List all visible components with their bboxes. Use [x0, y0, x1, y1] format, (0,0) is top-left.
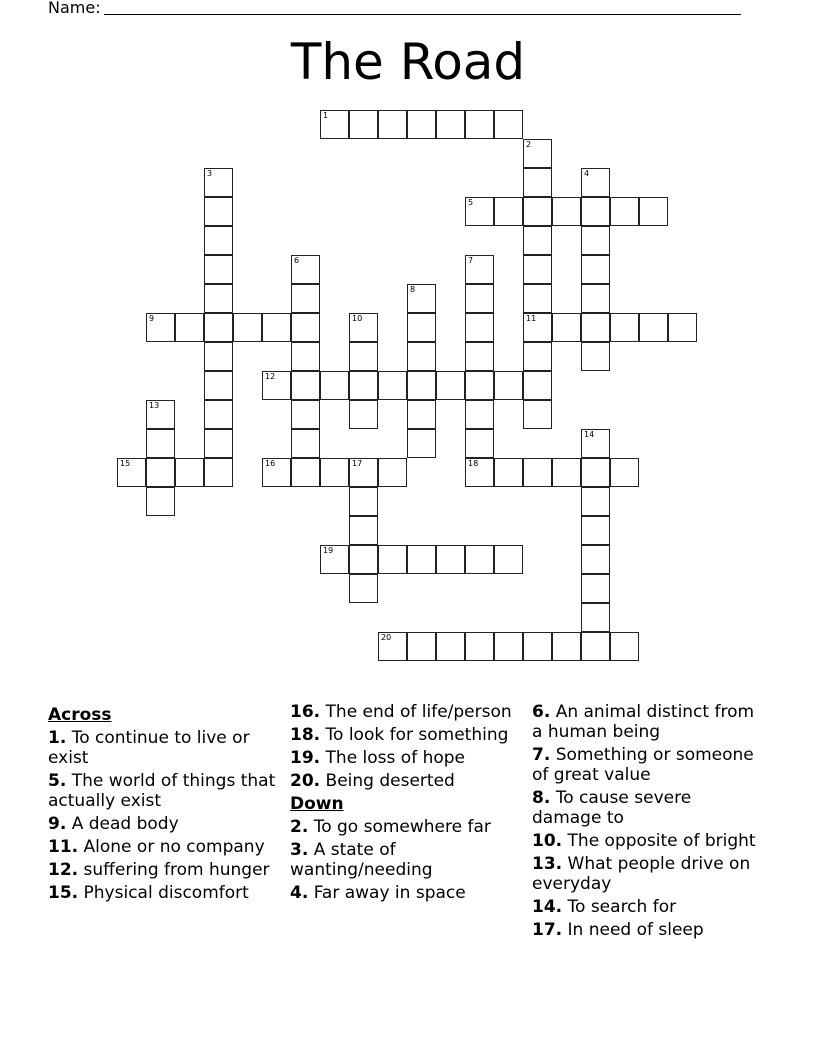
- crossword-cell[interactable]: [465, 197, 494, 226]
- clue-number: 11.: [48, 837, 79, 857]
- cell-number: 20: [381, 633, 392, 642]
- crossword-cell[interactable]: [581, 168, 610, 197]
- crossword-cell[interactable]: [349, 371, 378, 400]
- clue-number: 16.: [290, 702, 321, 722]
- page-title: The Road: [290, 33, 526, 91]
- crossword-cell[interactable]: [407, 400, 436, 429]
- clue-down-17: [532, 920, 762, 940]
- crossword-cell[interactable]: [407, 632, 436, 661]
- crossword-cell[interactable]: [610, 197, 639, 226]
- cell-number: 5: [468, 198, 474, 207]
- crossword-cell[interactable]: [146, 458, 175, 487]
- clue-text: The end of life/person: [320, 702, 512, 722]
- crossword-cell[interactable]: [320, 458, 349, 487]
- crossword-cell[interactable]: [146, 429, 175, 458]
- clue-across-18: [290, 725, 520, 745]
- clue-number: 15.: [48, 883, 79, 903]
- cell-number: 15: [120, 459, 131, 468]
- clue-number: 14.: [532, 897, 563, 917]
- clue-text: suffering from hunger: [78, 860, 270, 880]
- crossword-cell[interactable]: [494, 545, 523, 574]
- crossword-cell[interactable]: [349, 342, 378, 371]
- crossword-cell[interactable]: [581, 226, 610, 255]
- crossword-cell[interactable]: [610, 632, 639, 661]
- crossword-cell[interactable]: [523, 458, 552, 487]
- crossword-cell[interactable]: [494, 110, 523, 139]
- crossword-cell[interactable]: [581, 603, 610, 632]
- crossword-cell[interactable]: [291, 284, 320, 313]
- cell-number: 16: [265, 459, 276, 468]
- crossword-cell[interactable]: [175, 313, 204, 342]
- crossword-cell[interactable]: [523, 371, 552, 400]
- clue-text: The world of things that actually exist: [48, 771, 276, 811]
- crossword-cell[interactable]: [465, 255, 494, 284]
- cell-number: 9: [149, 314, 155, 323]
- crossword-cell[interactable]: [407, 429, 436, 458]
- crossword-cell[interactable]: [291, 371, 320, 400]
- crossword-cell[interactable]: [581, 429, 610, 458]
- cell-number: 13: [149, 401, 160, 410]
- crossword-cell[interactable]: [349, 487, 378, 516]
- crossword-cell[interactable]: [320, 110, 349, 139]
- cell-number: 18: [468, 459, 479, 468]
- crossword-cell[interactable]: [668, 313, 697, 342]
- clue-number: 8.: [532, 788, 551, 808]
- crossword-cell[interactable]: [378, 110, 407, 139]
- crossword-cell[interactable]: [436, 632, 465, 661]
- crossword-cell[interactable]: [465, 458, 494, 487]
- cell-number: 4: [584, 169, 590, 178]
- crossword-cell[interactable]: [465, 371, 494, 400]
- clue-text: To look for something: [320, 725, 509, 745]
- crossword-cell[interactable]: [291, 255, 320, 284]
- crossword-cell[interactable]: [378, 632, 407, 661]
- crossword-cell[interactable]: [552, 632, 581, 661]
- crossword-cell[interactable]: [349, 458, 378, 487]
- crossword-cell[interactable]: [523, 255, 552, 284]
- crossword-cell[interactable]: [523, 284, 552, 313]
- clue-text: Being deserted: [320, 771, 455, 791]
- crossword-cell[interactable]: [494, 197, 523, 226]
- crossword-cell[interactable]: [581, 342, 610, 371]
- crossword-cell[interactable]: [523, 168, 552, 197]
- crossword-cell[interactable]: [465, 632, 494, 661]
- clue-number: 3.: [290, 840, 309, 860]
- crossword-cell[interactable]: [233, 313, 262, 342]
- clue-text: An animal distinct from a human being: [532, 702, 755, 742]
- cell-number: 2: [526, 140, 532, 149]
- crossword-cell[interactable]: [494, 371, 523, 400]
- crossword-cell[interactable]: [494, 458, 523, 487]
- crossword-cell[interactable]: [146, 487, 175, 516]
- clue-text: Something or someone of great value: [532, 745, 754, 785]
- clue-number: 6.: [532, 702, 551, 722]
- crossword-cell[interactable]: [407, 371, 436, 400]
- crossword-cell[interactable]: [523, 342, 552, 371]
- clue-down-13: [532, 854, 762, 894]
- clue-text: Alone or no company: [78, 837, 265, 857]
- crossword-cell[interactable]: [494, 632, 523, 661]
- crossword-cell[interactable]: [407, 545, 436, 574]
- crossword-cell[interactable]: [581, 516, 610, 545]
- crossword-cell[interactable]: [436, 371, 465, 400]
- clue-across-12: [48, 860, 278, 880]
- clue-text: To cause severe damage to: [532, 788, 692, 828]
- crossword-cell[interactable]: [552, 458, 581, 487]
- clue-down-4: [290, 883, 520, 903]
- crossword-cell[interactable]: [291, 429, 320, 458]
- clue-down-7: [532, 745, 762, 785]
- clue-down-2: [290, 817, 520, 837]
- cell-number: 11: [526, 314, 537, 323]
- crossword-cell[interactable]: [262, 371, 291, 400]
- crossword-cell[interactable]: [523, 226, 552, 255]
- crossword-cell[interactable]: [204, 168, 233, 197]
- crossword-cell[interactable]: [349, 574, 378, 603]
- cell-number: 12: [265, 372, 276, 381]
- cell-number: 14: [584, 430, 595, 439]
- clue-across-9: [48, 814, 278, 834]
- crossword-cell[interactable]: [117, 458, 146, 487]
- clue-text: A dead body: [66, 814, 179, 834]
- clue-across-16: [290, 702, 520, 722]
- clue-text: In need of sleep: [562, 920, 704, 940]
- clue-text: Physical discomfort: [78, 883, 249, 903]
- clue-number: 9.: [48, 814, 67, 834]
- clue-number: 10.: [532, 831, 563, 851]
- cell-number: 8: [410, 285, 416, 294]
- crossword-cell[interactable]: [204, 371, 233, 400]
- crossword-cell[interactable]: [378, 458, 407, 487]
- clue-across-19: [290, 748, 520, 768]
- cell-number: 3: [207, 169, 213, 178]
- crossword-cell[interactable]: [378, 545, 407, 574]
- clue-number: 5.: [48, 771, 67, 791]
- crossword-cell[interactable]: [610, 313, 639, 342]
- clue-across-1: [48, 728, 278, 768]
- crossword-cell[interactable]: [465, 284, 494, 313]
- crossword-cell[interactable]: [581, 197, 610, 226]
- crossword-cell[interactable]: [320, 371, 349, 400]
- crossword-cell[interactable]: [465, 342, 494, 371]
- cell-number: 10: [352, 314, 363, 323]
- clues-column-1: [48, 702, 278, 903]
- crossword-cell[interactable]: [436, 545, 465, 574]
- crossword-cell[interactable]: [349, 516, 378, 545]
- clue-across-11: [48, 837, 278, 857]
- clue-number: 7.: [532, 745, 551, 765]
- crossword-cell[interactable]: [523, 313, 552, 342]
- down-heading: Down: [290, 794, 344, 814]
- crossword-cell[interactable]: [465, 429, 494, 458]
- clue-down-3: [290, 840, 520, 880]
- name-label: Name:: [48, 0, 101, 17]
- clue-across-20: [290, 771, 520, 791]
- clue-number: 1.: [48, 728, 67, 748]
- crossword-cell[interactable]: [378, 371, 407, 400]
- crossword-cell[interactable]: [204, 342, 233, 371]
- crossword-cell[interactable]: [581, 574, 610, 603]
- crossword-cell[interactable]: [349, 400, 378, 429]
- crossword-cell[interactable]: [523, 632, 552, 661]
- crossword-cell[interactable]: [407, 342, 436, 371]
- crossword-cell[interactable]: [349, 313, 378, 342]
- crossword-cell[interactable]: [581, 632, 610, 661]
- crossword-cell[interactable]: [581, 487, 610, 516]
- crossword-cell[interactable]: [552, 313, 581, 342]
- crossword-cell[interactable]: [407, 110, 436, 139]
- crossword-cell[interactable]: [204, 197, 233, 226]
- crossword-cell[interactable]: [175, 458, 204, 487]
- across-heading: Across: [48, 705, 112, 725]
- crossword-cell[interactable]: [523, 400, 552, 429]
- crossword-cell[interactable]: [204, 458, 233, 487]
- crossword-cell[interactable]: [610, 458, 639, 487]
- crossword-cell[interactable]: [204, 429, 233, 458]
- clue-text: Far away in space: [308, 883, 466, 903]
- cell-number: 7: [468, 256, 474, 265]
- crossword-cell[interactable]: [320, 545, 349, 574]
- clue-number: 18.: [290, 725, 321, 745]
- crossword-cell[interactable]: [639, 197, 668, 226]
- crossword-cell[interactable]: [581, 284, 610, 313]
- clue-text: To search for: [562, 897, 677, 917]
- clue-number: 17.: [532, 920, 563, 940]
- crossword-cell[interactable]: [349, 110, 378, 139]
- clue-number: 2.: [290, 817, 309, 837]
- cell-number: 19: [323, 546, 334, 555]
- clue-text: What people drive on everyday: [532, 854, 751, 894]
- clue-number: 4.: [290, 883, 309, 903]
- crossword-cell[interactable]: [465, 110, 494, 139]
- clue-text: To go somewhere far: [308, 817, 491, 837]
- clue-text: The opposite of bright: [562, 831, 756, 851]
- crossword-cell[interactable]: [552, 197, 581, 226]
- clue-text: To continue to live or exist: [48, 728, 250, 768]
- clue-text: The loss of hope: [320, 748, 466, 768]
- crossword-cell[interactable]: [581, 458, 610, 487]
- crossword-cell[interactable]: [291, 458, 320, 487]
- crossword-cell[interactable]: [581, 255, 610, 284]
- clue-number: 19.: [290, 748, 321, 768]
- crossword-cell[interactable]: [523, 139, 552, 168]
- clue-number: 13.: [532, 854, 563, 874]
- crossword-cell[interactable]: [204, 313, 233, 342]
- cell-number: 6: [294, 256, 300, 265]
- crossword-cell[interactable]: [465, 313, 494, 342]
- clue-down-10: [532, 831, 762, 851]
- cell-number: 1: [323, 111, 329, 120]
- clue-number: 12.: [48, 860, 79, 880]
- crossword-cell[interactable]: [523, 197, 552, 226]
- crossword-cell[interactable]: [407, 284, 436, 313]
- crossword-cell[interactable]: [436, 110, 465, 139]
- clue-down-8: [532, 788, 762, 828]
- clue-down-14: [532, 897, 762, 917]
- crossword-cell[interactable]: [581, 545, 610, 574]
- clue-across-15: [48, 883, 278, 903]
- clue-down-6: [532, 702, 762, 742]
- crossword-cell[interactable]: [262, 313, 291, 342]
- crossword-cell[interactable]: [262, 458, 291, 487]
- crossword-cell[interactable]: [146, 313, 175, 342]
- crossword-cell[interactable]: [204, 400, 233, 429]
- clues-column-2: [290, 702, 520, 903]
- clue-across-5: [48, 771, 278, 811]
- cell-number: 17: [352, 459, 363, 468]
- crossword-cell[interactable]: [349, 545, 378, 574]
- crossword-cell[interactable]: [581, 313, 610, 342]
- crossword-cell[interactable]: [465, 400, 494, 429]
- clue-text: A state of wanting/needing: [290, 840, 433, 880]
- crossword-cell[interactable]: [204, 226, 233, 255]
- crossword-cell[interactable]: [146, 400, 175, 429]
- crossword-cell[interactable]: [291, 400, 320, 429]
- clues-column-3: [532, 702, 762, 940]
- crossword-cell[interactable]: [639, 313, 668, 342]
- crossword-cell[interactable]: [407, 313, 436, 342]
- crossword-cell[interactable]: [204, 284, 233, 313]
- crossword-cell[interactable]: [204, 255, 233, 284]
- crossword-cell[interactable]: [465, 545, 494, 574]
- crossword-cell[interactable]: [291, 313, 320, 342]
- clue-number: 20.: [290, 771, 321, 791]
- crossword-cell[interactable]: [291, 342, 320, 371]
